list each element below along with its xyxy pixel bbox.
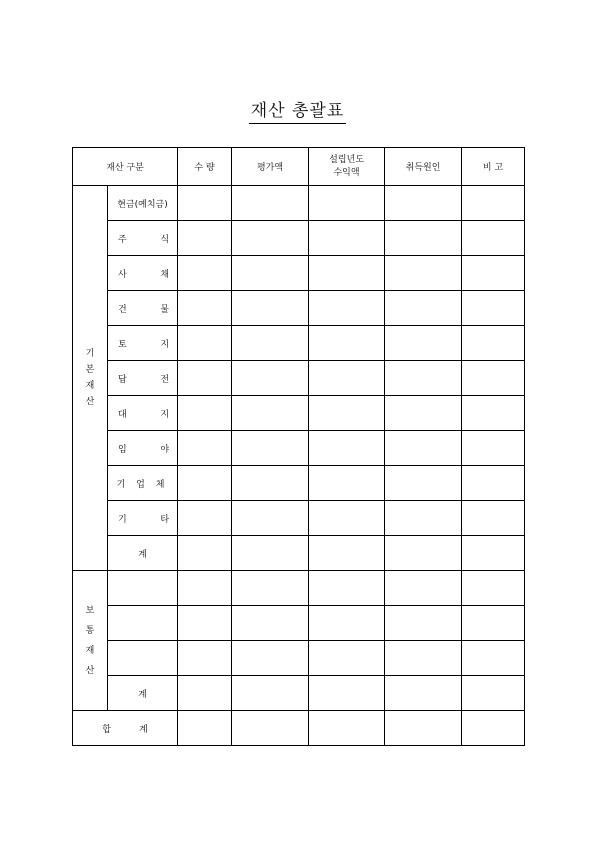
cell[interactable] <box>309 326 385 361</box>
cell[interactable] <box>385 291 462 326</box>
cell[interactable] <box>309 361 385 396</box>
basic-assets-char: 재 <box>85 381 95 391</box>
cell[interactable] <box>232 711 309 746</box>
item-label-b: 야 <box>160 444 170 455</box>
cell[interactable] <box>309 571 385 606</box>
cell[interactable] <box>232 361 309 396</box>
cell[interactable] <box>385 536 462 571</box>
item-cash <box>108 186 178 221</box>
item-enterprise <box>108 466 178 501</box>
cell[interactable] <box>385 606 462 641</box>
general-assets-label <box>73 571 108 711</box>
cell[interactable] <box>309 291 385 326</box>
table-row <box>73 466 525 501</box>
cell[interactable] <box>232 571 309 606</box>
cell[interactable] <box>462 396 525 431</box>
cell[interactable] <box>178 466 232 501</box>
cell[interactable] <box>108 571 178 606</box>
cell[interactable] <box>178 186 232 221</box>
item-label-a: 기 업 체 <box>116 479 169 490</box>
general-assets-char: 재 <box>85 645 95 656</box>
cell[interactable] <box>385 571 462 606</box>
table-row <box>73 431 525 466</box>
cell[interactable] <box>309 396 385 431</box>
item-label-a: 임 <box>118 444 127 455</box>
cell[interactable] <box>108 641 178 676</box>
general-assets-char: 보 <box>85 605 95 616</box>
cell[interactable] <box>309 606 385 641</box>
item-cash-label: 현금(예치금) <box>117 199 168 210</box>
basic-assets-char: 본 <box>85 365 95 375</box>
item-forest <box>108 431 178 466</box>
table-row <box>73 256 525 291</box>
general-assets-char: 산 <box>85 665 95 676</box>
cell[interactable] <box>178 326 232 361</box>
item-stocks <box>108 221 178 256</box>
cell[interactable] <box>178 676 232 711</box>
cell[interactable] <box>232 641 309 676</box>
cell[interactable] <box>462 466 525 501</box>
cell[interactable] <box>232 326 309 361</box>
cell[interactable] <box>462 536 525 571</box>
cell[interactable] <box>178 221 232 256</box>
cell[interactable] <box>385 676 462 711</box>
grand-total-label <box>73 711 178 746</box>
item-other <box>108 501 178 536</box>
header-income-line2: 수익액 <box>333 167 360 178</box>
table-row <box>73 536 525 571</box>
item-label-a: 사 <box>118 269 127 280</box>
cell[interactable] <box>108 606 178 641</box>
cell[interactable] <box>309 711 385 746</box>
item-label-a: 토 <box>118 339 127 350</box>
cell[interactable] <box>385 186 462 221</box>
cell[interactable] <box>462 676 525 711</box>
cell[interactable] <box>385 501 462 536</box>
item-label-b: 식 <box>160 234 170 245</box>
cell[interactable] <box>385 361 462 396</box>
item-label-b: 지 <box>160 339 170 350</box>
table-row <box>73 711 525 746</box>
cell[interactable] <box>232 396 309 431</box>
cell[interactable] <box>385 326 462 361</box>
item-land <box>108 326 178 361</box>
header-row <box>73 148 525 186</box>
cell[interactable] <box>309 536 385 571</box>
cell[interactable] <box>462 711 525 746</box>
cell[interactable] <box>309 501 385 536</box>
cell[interactable] <box>462 291 525 326</box>
table-row <box>73 186 525 221</box>
cell[interactable] <box>385 466 462 501</box>
cell[interactable] <box>232 431 309 466</box>
table-row <box>73 606 525 641</box>
general-assets-char: 통 <box>85 625 95 636</box>
table-row <box>73 326 525 361</box>
table-row <box>73 641 525 676</box>
basic-assets-char: 기 <box>85 349 95 359</box>
cell[interactable] <box>178 606 232 641</box>
cell[interactable] <box>178 361 232 396</box>
cell[interactable] <box>178 431 232 466</box>
cell[interactable] <box>385 396 462 431</box>
item-site <box>108 396 178 431</box>
cell[interactable] <box>462 501 525 536</box>
table-row <box>73 291 525 326</box>
cell[interactable] <box>232 256 309 291</box>
cell[interactable] <box>178 291 232 326</box>
cell[interactable] <box>462 606 525 641</box>
item-label-b: 물 <box>160 304 170 315</box>
item-label-b: 지 <box>160 409 170 420</box>
basic-subtotal-label: 계 <box>108 536 178 571</box>
cell[interactable] <box>309 431 385 466</box>
cell[interactable] <box>385 221 462 256</box>
cell[interactable] <box>309 221 385 256</box>
cell[interactable] <box>178 711 232 746</box>
cell[interactable] <box>309 256 385 291</box>
document-title: 재산 총괄표 <box>249 96 347 124</box>
cell[interactable] <box>232 221 309 256</box>
cell[interactable] <box>462 641 525 676</box>
item-label-a: 주 <box>118 234 127 245</box>
cell[interactable] <box>232 606 309 641</box>
general-subtotal-label: 계 <box>108 676 178 711</box>
grand-total-char-a: 합 <box>102 724 111 735</box>
cell[interactable] <box>232 466 309 501</box>
header-quantity: 수 량 <box>178 148 232 186</box>
cell[interactable] <box>309 466 385 501</box>
header-valuation: 평가액 <box>232 148 309 186</box>
cell[interactable] <box>232 676 309 711</box>
cell[interactable] <box>462 186 525 221</box>
cell[interactable] <box>385 641 462 676</box>
table-row <box>73 396 525 431</box>
cell[interactable] <box>232 186 309 221</box>
item-label-b: 전 <box>160 374 170 385</box>
header-income <box>309 148 385 186</box>
cell[interactable] <box>462 326 525 361</box>
cell[interactable] <box>462 361 525 396</box>
item-label-a: 기 <box>118 514 127 525</box>
cell[interactable] <box>462 571 525 606</box>
table-row <box>73 501 525 536</box>
basic-assets-label <box>73 186 108 571</box>
basic-assets-char: 산 <box>85 397 95 407</box>
cell[interactable] <box>309 676 385 711</box>
cell[interactable] <box>462 256 525 291</box>
cell[interactable] <box>232 291 309 326</box>
cell[interactable] <box>232 536 309 571</box>
header-acquisition: 취득원인 <box>385 148 462 186</box>
item-label-a: 대 <box>118 409 127 420</box>
header-income-line1: 설립년도 <box>329 154 364 165</box>
asset-summary-table <box>72 147 525 746</box>
cell[interactable] <box>178 641 232 676</box>
cell[interactable] <box>462 431 525 466</box>
cell[interactable] <box>178 256 232 291</box>
cell[interactable] <box>309 641 385 676</box>
table-row <box>73 571 525 606</box>
table-row <box>73 676 525 711</box>
cell[interactable] <box>232 501 309 536</box>
table-row <box>73 221 525 256</box>
item-label-a: 건 <box>118 304 127 315</box>
cell[interactable] <box>462 221 525 256</box>
item-label-b: 타 <box>160 514 170 525</box>
cell[interactable] <box>178 396 232 431</box>
header-remarks: 비 고 <box>462 148 525 186</box>
cell[interactable] <box>309 186 385 221</box>
item-label-a: 답 <box>118 374 127 385</box>
cell[interactable] <box>385 431 462 466</box>
cell[interactable] <box>178 571 232 606</box>
cell[interactable] <box>178 536 232 571</box>
cell[interactable] <box>385 711 462 746</box>
table-row <box>73 361 525 396</box>
item-label-b: 채 <box>160 269 170 280</box>
item-farmland <box>108 361 178 396</box>
item-buildings <box>108 291 178 326</box>
document-title-wrap <box>0 96 595 124</box>
header-category: 재산 구분 <box>73 148 178 186</box>
grand-total-char-b: 계 <box>139 724 148 735</box>
cell[interactable] <box>178 501 232 536</box>
cell[interactable] <box>385 256 462 291</box>
item-bonds <box>108 256 178 291</box>
